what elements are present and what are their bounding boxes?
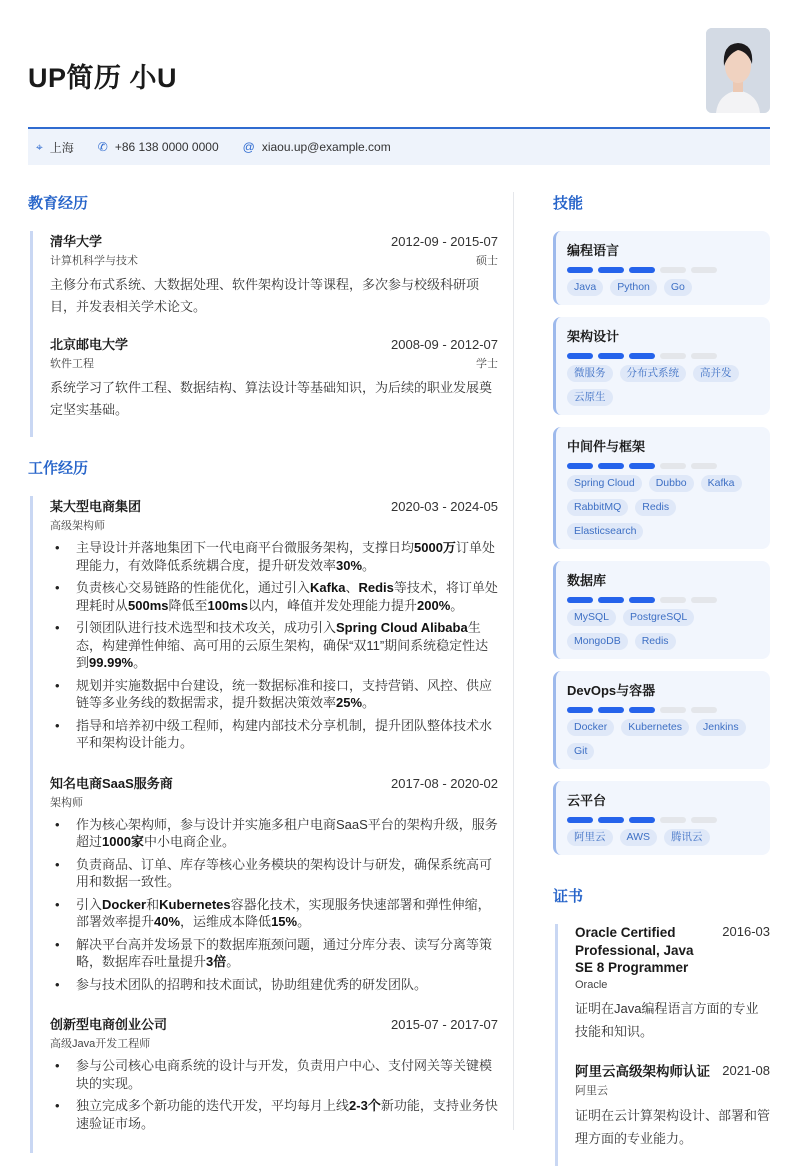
highlight-text: Kafka (310, 580, 345, 595)
skill-tag: Python (610, 279, 657, 296)
education-list (30, 231, 498, 437)
highlight-text: 2-3个 (349, 1098, 381, 1113)
certificates-section-title: 证书 (553, 885, 770, 906)
level-segment (567, 267, 593, 273)
school-name: 清华大学 (50, 231, 102, 250)
highlight-text: 100ms (208, 598, 248, 613)
highlight-text: 25% (336, 695, 362, 710)
highlight-text: 30% (336, 558, 362, 573)
achievement-item (50, 816, 498, 851)
highlight-text: 1000家 (102, 834, 144, 849)
skill-tag: Docker (567, 719, 614, 736)
highlight-text: Docker (102, 897, 146, 912)
certificate-issuer: Oracle (575, 979, 770, 991)
achievement-item (50, 1097, 498, 1132)
achievement-item (50, 896, 498, 931)
work-item (50, 496, 498, 773)
at-sign-icon: @ (243, 140, 255, 154)
text-segment: 生态，构建弹性伸缩、高可用的云原生架构，确保“双11”期间系统稳定性达到 (76, 620, 488, 670)
degree: 硕士 (476, 252, 498, 268)
skill-tags (567, 475, 758, 540)
phone-text: +86 138 0000 0000 (115, 140, 219, 154)
education-item (50, 231, 498, 334)
text-segment: 中小电商企业。 (144, 834, 235, 849)
text-segment: 新功能，支持业务快速验证市场。 (76, 1098, 498, 1131)
skill-tag: 分布式系统 (620, 365, 687, 382)
skill-tag: Java (567, 279, 603, 296)
skill-tag: Jenkins (696, 719, 746, 736)
skill-card (553, 671, 770, 769)
education-description: 主修分布式系统、大数据处理、软件架构设计等课程，多次参与校级科研项目，并发表相关学术论文。 (50, 274, 498, 318)
level-segment (629, 353, 655, 359)
skill-tag: MongoDB (567, 633, 628, 650)
certificate-name: Oracle Certified Professional, Java SE 8 Programmer (575, 924, 715, 977)
text-segment: 作为核心架构师，参与设计并实施多租户电商SaaS平台的架构升级，服务超过 (76, 817, 498, 850)
highlight-text: 500ms (128, 598, 168, 613)
level-segment (629, 817, 655, 823)
text-segment: 。 (133, 655, 146, 670)
level-segment (691, 817, 717, 823)
achievement-item (50, 936, 498, 971)
achievement-item (50, 677, 498, 712)
phone-icon: ✆ (98, 140, 108, 154)
education-subheader (50, 353, 498, 371)
skill-tag: 阿里云 (567, 829, 613, 846)
skill-category: 云平台 (567, 790, 758, 809)
achievement-item (50, 717, 498, 752)
contact-location (36, 139, 74, 156)
level-segment (598, 463, 624, 469)
text-segment: 引入 (76, 897, 102, 912)
skill-tag: 云原生 (567, 389, 613, 406)
achievement-item (50, 579, 498, 614)
skill-tag: Spring Cloud (567, 475, 642, 492)
major: 软件工程 (50, 355, 94, 371)
text-segment: 、 (345, 580, 358, 595)
text-segment: 参与公司核心电商系统的设计与开发，负责用户中心、支付网关等关键模块的实现。 (76, 1058, 492, 1091)
date-range: 2012-09 - 2015-07 (391, 234, 498, 249)
text-segment: ，运维成本降低 (180, 914, 271, 929)
achievement-list (50, 539, 498, 752)
text-segment: 订单处理能力，有效降低系统耦合度，提升研发效率 (76, 540, 495, 573)
text-segment: 解决平台高并发场景下的数据库瓶颈问题，通过分库分表、读写分离等策略，数据库吞吐量提升 (76, 937, 492, 970)
text-segment: 和 (146, 897, 159, 912)
text-segment: 引领团队进行技术选型和技术攻关，成功引入 (76, 620, 336, 635)
email-link[interactable]: xiaou.up@example.com (262, 140, 391, 154)
skill-tags (567, 829, 758, 846)
skill-tag: RabbitMQ (567, 499, 628, 516)
level-segment (598, 817, 624, 823)
school-name: 北京邮电大学 (50, 334, 128, 353)
level-segment (691, 267, 717, 273)
text-segment: 负责商品、订单、库存等核心业务模块的架构设计与研发，确保系统高可用和数据一致性。 (76, 857, 492, 890)
level-segment (660, 597, 686, 603)
skills-list (553, 231, 770, 855)
work-header (50, 773, 498, 792)
skill-tag: Git (567, 743, 594, 760)
contact-email (243, 140, 391, 154)
certificate-description: 证明在Java编程语言方面的专业技能和知识。 (575, 997, 770, 1043)
skill-category: 编程语言 (567, 240, 758, 259)
work-list (30, 496, 498, 1153)
portrait-image (706, 28, 770, 113)
text-segment: 规划并实施数据中台建设，统一数据标准和接口，支持营销、风控、供应链等多业务线的数据需求，提升数据决策效率 (76, 678, 492, 711)
text-segment: 。 (362, 695, 375, 710)
main-column (28, 192, 498, 1153)
level-segment (567, 597, 593, 603)
level-segment (598, 597, 624, 603)
level-segment (629, 463, 655, 469)
level-segment (660, 463, 686, 469)
achievement-item (50, 1057, 498, 1092)
certificate-header (575, 1063, 770, 1081)
level-segment (629, 267, 655, 273)
highlight-text: 3倍 (206, 954, 226, 969)
text-segment: 。 (450, 598, 463, 613)
skill-category: 中间件与框架 (567, 436, 758, 455)
text-segment: 独立完成多个新功能的迭代开发，平均每月上线 (76, 1098, 349, 1113)
contact-bar (28, 127, 770, 165)
highlight-text: Redis (358, 580, 393, 595)
achievement-item (50, 619, 498, 672)
level-segment (691, 597, 717, 603)
level-segment (660, 267, 686, 273)
level-segment (691, 463, 717, 469)
company-name: 创新型电商创业公司 (50, 1014, 167, 1033)
work-item (50, 1014, 498, 1153)
work-header (50, 496, 498, 515)
skill-tags (567, 279, 758, 296)
highlight-text: 15% (271, 914, 297, 929)
level-segment (629, 707, 655, 713)
column-divider (513, 192, 514, 1130)
text-segment: 指导和培养初中级工程师，构建内部技术分享机制，提升团队整体技术水平和架构设计能力。 (76, 718, 492, 751)
text-segment: 主导设计并落地集团下一代电商平台微服务架构，支撑日均 (76, 540, 414, 555)
certificate-item (575, 924, 770, 1063)
level-segment (660, 707, 686, 713)
date-range: 2020-03 - 2024-05 (391, 499, 498, 514)
skill-tag: Dubbo (649, 475, 694, 492)
skill-category: DevOps与容器 (567, 680, 758, 699)
skill-tag: 微服务 (567, 365, 613, 382)
certificate-description: 证明在云计算架构设计、部署和管理方面的专业能力。 (575, 1104, 770, 1150)
highlight-text: 5000万 (414, 540, 456, 555)
text-segment: 降低至 (169, 598, 208, 613)
achievement-list (50, 816, 498, 994)
highlight-text: 99.99% (89, 655, 133, 670)
text-segment: 。 (297, 914, 310, 929)
education-header (50, 231, 498, 250)
profile-photo (706, 28, 770, 113)
skill-tags (567, 719, 758, 760)
resume-header (28, 28, 770, 114)
skill-tag: MySQL (567, 609, 616, 626)
level-segment (629, 597, 655, 603)
highlight-text: 40% (154, 914, 180, 929)
education-item (50, 334, 498, 437)
skill-card (553, 317, 770, 415)
skill-category: 数据库 (567, 570, 758, 589)
achievement-list (50, 1057, 498, 1132)
skill-tag: PostgreSQL (623, 609, 694, 626)
achievement-item (50, 976, 498, 994)
certificate-date: 2021-08 (722, 1063, 770, 1078)
skill-tag: 高并发 (693, 365, 739, 382)
work-item (50, 773, 498, 1015)
skill-tag: Kubernetes (621, 719, 689, 736)
skill-level-bar (567, 707, 758, 713)
certificate-item (575, 1063, 770, 1166)
level-segment (567, 463, 593, 469)
major: 计算机科学与技术 (50, 252, 138, 268)
level-segment (598, 353, 624, 359)
level-segment (598, 267, 624, 273)
certificate-issuer: 阿里云 (575, 1082, 770, 1098)
text-segment: 负责核心交易链路的性能优化，通过引入 (76, 580, 310, 595)
education-subheader (50, 250, 498, 268)
level-segment (567, 353, 593, 359)
certificate-header (575, 924, 770, 977)
skill-level-bar (567, 597, 758, 603)
text-segment: 。 (362, 558, 375, 573)
skill-tag: Redis (635, 633, 676, 650)
skill-tag: 腾讯云 (664, 829, 710, 846)
highlight-text: Kubernetes (159, 897, 231, 912)
skill-tag: AWS (620, 829, 658, 846)
highlight-text: Spring Cloud Alibaba (336, 620, 468, 635)
skill-category: 架构设计 (567, 326, 758, 345)
text-segment: 容器化技术，实现服务快速部署和弹性伸缩，部署效率提升 (76, 897, 491, 930)
education-header (50, 334, 498, 353)
text-segment: 以内，峰值并发处理能力提升 (248, 598, 417, 613)
level-segment (567, 817, 593, 823)
education-description: 系统学习了软件工程、数据结构、算法设计等基础知识，为后续的职业发展奠定坚实基础。 (50, 377, 498, 421)
certificate-date: 2016-03 (722, 924, 770, 939)
achievement-item (50, 856, 498, 891)
text-segment: 参与技术团队的招聘和技术面试，协助组建优秀的研发团队。 (76, 977, 427, 992)
education-section-title: 教育经历 (28, 192, 498, 213)
company-name: 某大型电商集团 (50, 496, 141, 515)
achievement-item (50, 539, 498, 574)
level-segment (598, 707, 624, 713)
level-segment (691, 353, 717, 359)
date-range: 2015-07 - 2017-07 (391, 1017, 498, 1032)
text-segment: 。 (226, 954, 239, 969)
skill-tag: Redis (635, 499, 676, 516)
degree: 学士 (476, 355, 498, 371)
skill-tags (567, 609, 758, 650)
skill-tag: Elasticsearch (567, 523, 643, 540)
skill-card (553, 781, 770, 855)
level-segment (691, 707, 717, 713)
job-title: 架构师 (50, 794, 498, 810)
skill-card (553, 561, 770, 659)
level-segment (660, 817, 686, 823)
location-pin-icon: ⌖ (36, 140, 43, 155)
skills-section-title: 技能 (553, 192, 770, 213)
job-title: 高级架构师 (50, 517, 498, 533)
skill-card (553, 427, 770, 549)
work-header (50, 1014, 498, 1033)
candidate-name: UP简历 小U (28, 56, 177, 95)
skill-tags (567, 365, 758, 406)
text-segment: 等技术，将订单处理耗时从 (76, 580, 498, 613)
skill-level-bar (567, 817, 758, 823)
work-section-title: 工作经历 (28, 457, 498, 478)
level-segment (660, 353, 686, 359)
skill-level-bar (567, 267, 758, 273)
skill-tag: Go (664, 279, 692, 296)
contact-phone (98, 140, 219, 154)
highlight-text: 200% (417, 598, 450, 613)
skill-card (553, 231, 770, 305)
side-column (553, 192, 770, 1166)
job-title: 高级Java开发工程师 (50, 1035, 498, 1051)
company-name: 知名电商SaaS服务商 (50, 773, 173, 792)
date-range: 2008-09 - 2012-07 (391, 337, 498, 352)
skill-level-bar (567, 463, 758, 469)
skill-level-bar (567, 353, 758, 359)
level-segment (567, 707, 593, 713)
location-text: 上海 (50, 139, 74, 156)
date-range: 2017-08 - 2020-02 (391, 776, 498, 791)
certificate-name: 阿里云高级架构师认证 (575, 1063, 710, 1081)
skill-tag: Kafka (701, 475, 742, 492)
